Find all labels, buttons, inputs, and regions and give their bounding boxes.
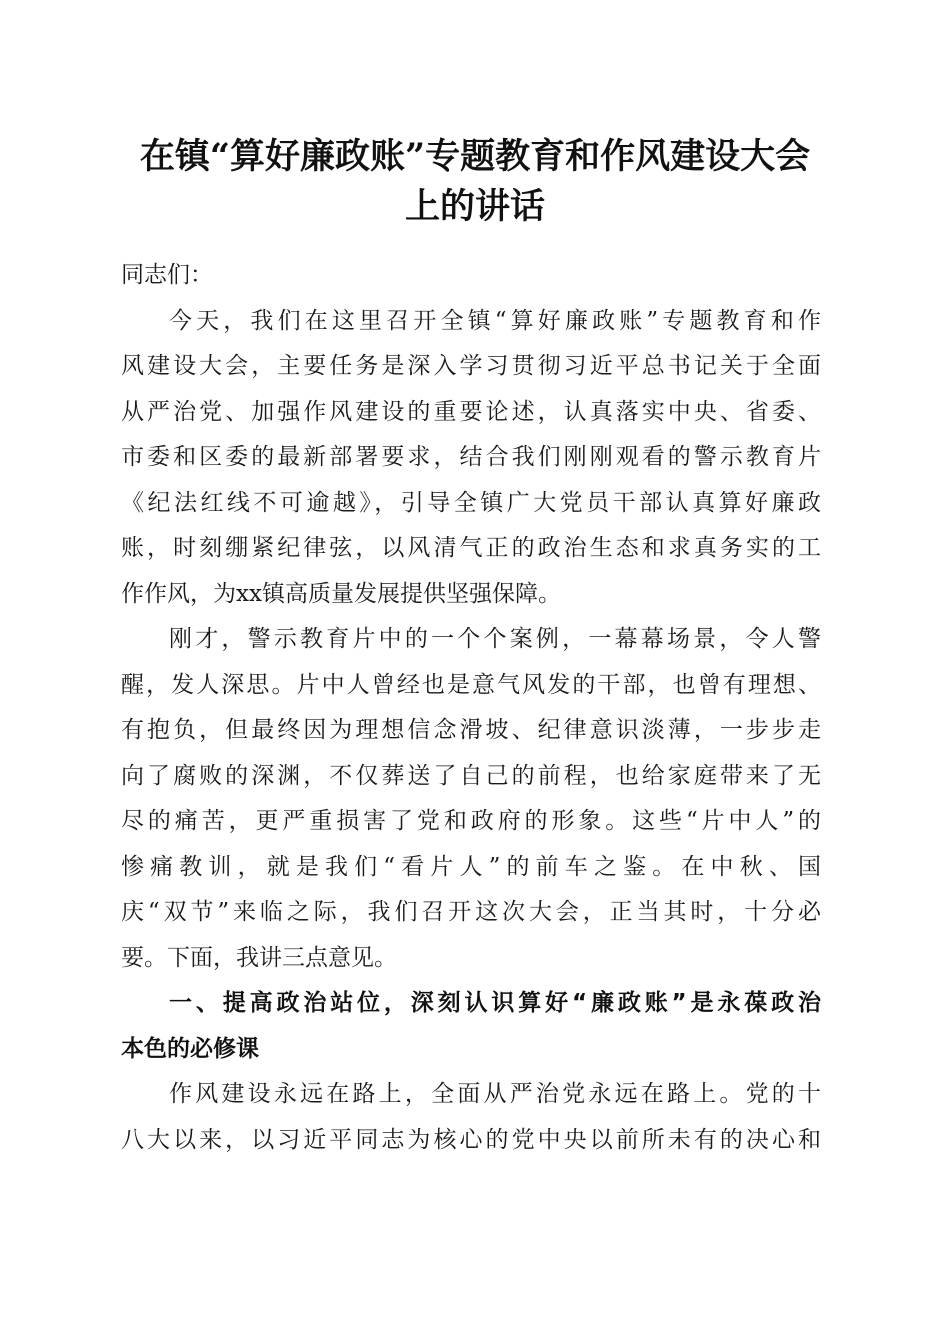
paragraph-opening bbox=[121, 299, 821, 618]
paragraph-line: 有抱负，但最终因为理想信念滑坡、纪律意识淡薄，一步步走 bbox=[121, 717, 821, 743]
paragraph-line: 从严治党、加强作风建设的重要论述，认真落实中央、省委、 bbox=[121, 398, 821, 425]
heading-line: 一、提高政治站位，深刻认识算好“廉政账”是永葆政治 bbox=[169, 990, 821, 1016]
paragraph-line: 账，时刻绷紧纪律弦，以风清气正的政治生态和求真务实的工 bbox=[121, 535, 821, 561]
paragraph-line: 惨痛教训，就是我们“看片人”的前车之鉴。在中秋、国 bbox=[121, 853, 821, 880]
paragraph-line: 《纪法红线不可逾越》，引导全镇广大党员干部认真算好廉政 bbox=[121, 489, 821, 516]
paragraph-line: 市委和区委的最新部署要求，结合我们刚刚观看的警示教育片 bbox=[121, 444, 821, 470]
section-heading-1 bbox=[121, 981, 821, 1072]
paragraph-line: 作风建设永远在路上，全面从严治党永远在路上。党的十 bbox=[169, 1081, 821, 1107]
paragraph-section-1 bbox=[121, 1072, 821, 1163]
paragraph-line: 风建设大会，主要任务是深入学习贯彻习近平总书记关于全面 bbox=[121, 353, 821, 379]
paragraph-line: 要。下面，我讲三点意见。 bbox=[121, 944, 397, 971]
paragraph-line: 醒，发人深思。片中人曾经也是意气风发的干部，也曾有理想、 bbox=[121, 671, 821, 698]
document-title bbox=[100, 132, 850, 232]
greeting: 同志们： bbox=[121, 262, 213, 288]
paragraph-line: 庆“双节”来临之际，我们召开这次大会，正当其时，十分必 bbox=[121, 899, 821, 925]
paragraph-line: 向了腐败的深渊，不仅葬送了自己的前程，也给家庭带来了无 bbox=[121, 762, 821, 789]
title-line: 上的讲话 bbox=[404, 186, 545, 227]
title-line: 在镇“算好廉政账”专题教育和作风建设大会 bbox=[139, 136, 811, 177]
paragraph-warning-film bbox=[121, 617, 821, 981]
document-body bbox=[121, 253, 821, 1163]
paragraph-line: 尽的痛苦，更严重损害了党和政府的形象。这些“片中人”的 bbox=[121, 808, 821, 834]
heading-line: 本色的必修课 bbox=[121, 1035, 259, 1062]
paragraph-line: 作作风，为xx镇高质量发展提供坚强保障。 bbox=[121, 580, 561, 607]
paragraph-line: 刚才，警示教育片中的一个个案例，一幕幕场景，令人警 bbox=[169, 626, 821, 652]
paragraph-line: 今天，我们在这里召开全镇“算好廉政账”专题教育和作 bbox=[169, 307, 821, 334]
paragraph-line: 八大以来，以习近平同志为核心的党中央以前所未有的决心和 bbox=[121, 1126, 821, 1153]
